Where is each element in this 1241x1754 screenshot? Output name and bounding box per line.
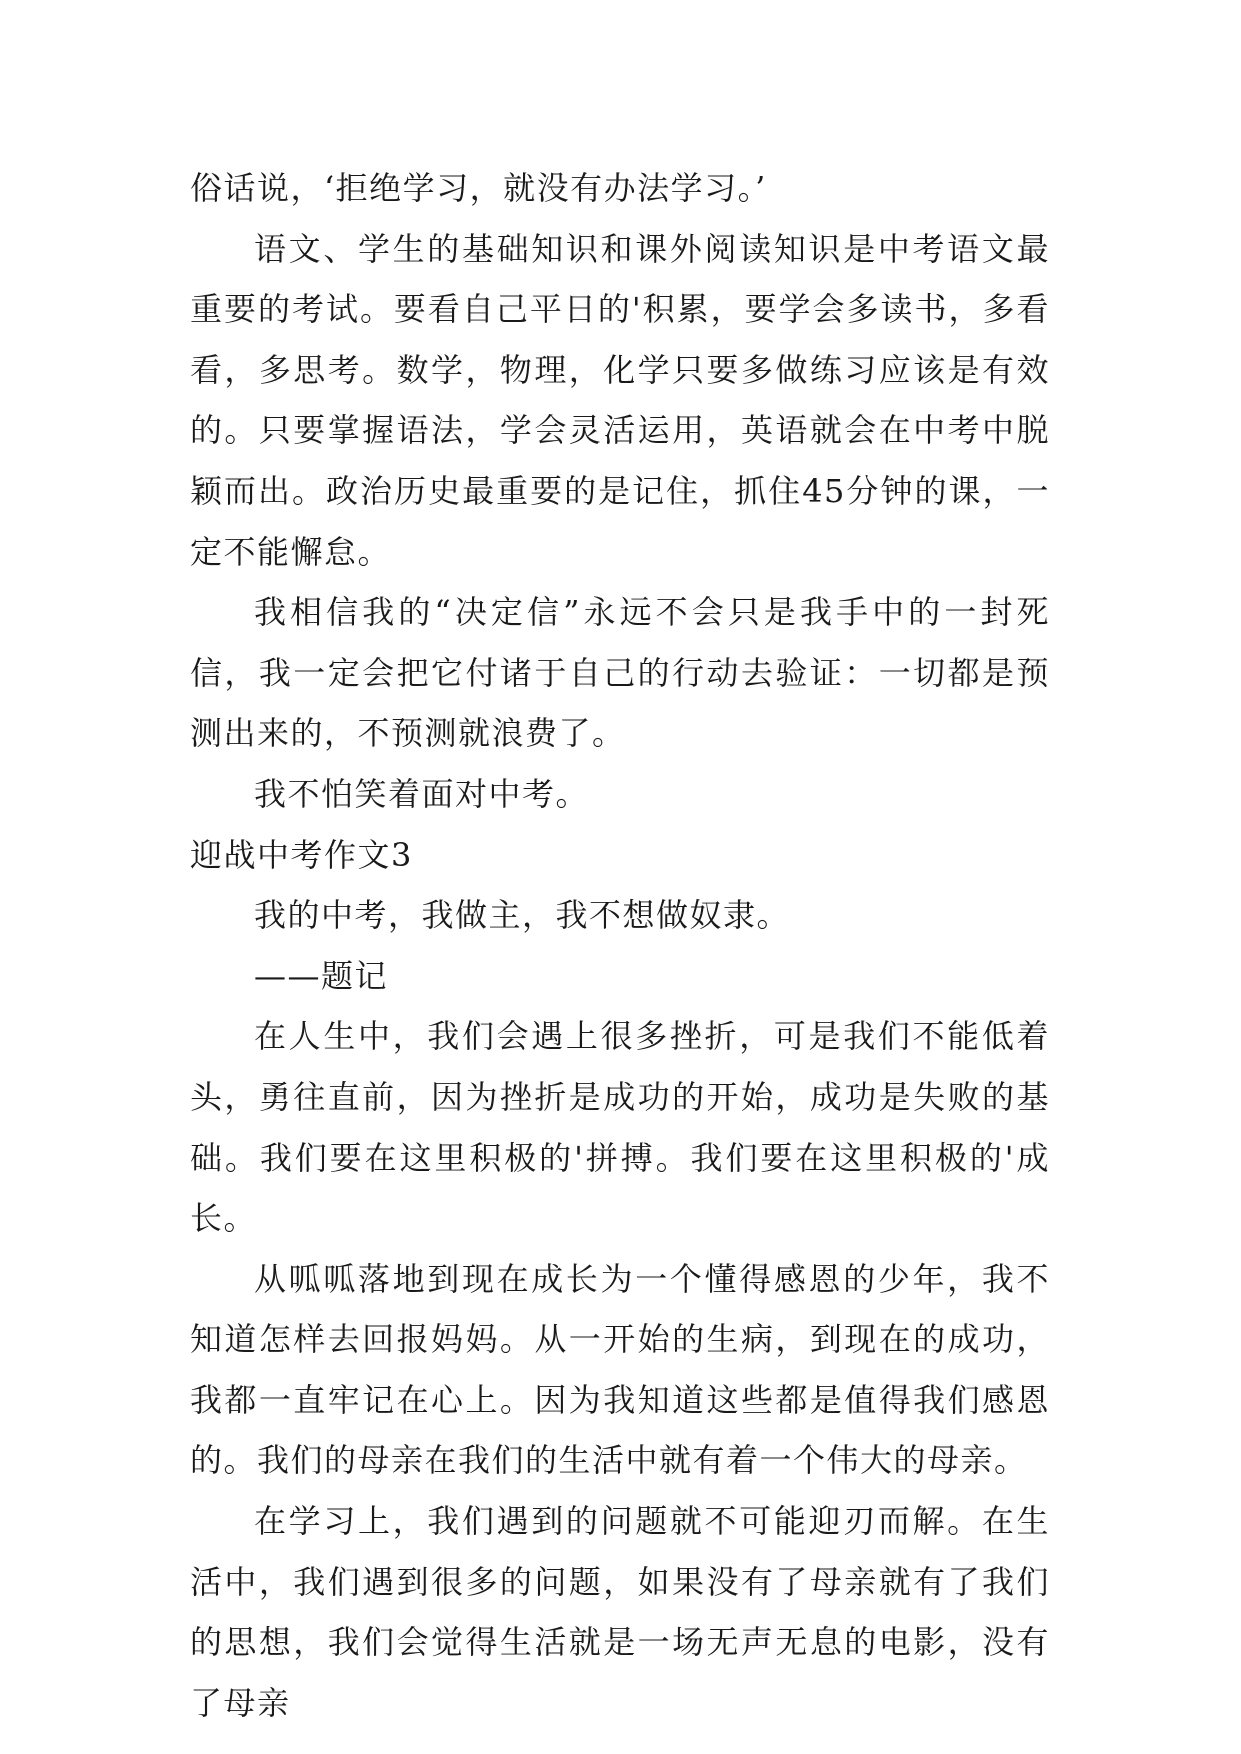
paragraph-epigraph: 我的中考，我做主，我不想做奴隶。 (254, 896, 791, 935)
paragraph-decision-letter: 我相信我的“决定信”永远不会只是我手中的一封死信，我一定会把它付诸于自己的行动去验证：一切都是预测出来的，不预测就浪费了。 (190, 593, 1050, 753)
paragraph-setbacks: 在人生中，我们会遇上很多挫折，可是我们不能低着头，勇往直前，因为挫折是成功的开始，成功是失败的基础。我们要在这里积极的'拼搏。我们要在这里积极的'成长。 (190, 1017, 1050, 1238)
paragraph-study-advice: 语文、学生的基础知识和课外阅读知识是中考语文最重要的考试。要看自己平日的'积累，要学会多读书，多看看，多思考。数学，物理，化学只要多做练习应该是有效的。只要掌握语法，学会灵活运用，英语就会在中考中脱颖而出。政治历史最重要的是记住，抓住45分钟的课，一定不能懈怠。 (190, 229, 1050, 571)
essay-heading: 迎战中考作文3 (190, 835, 413, 874)
paragraph-not-afraid: 我不怕笑着面对中考。 (254, 774, 590, 813)
paragraph-epigraph-attribution: ——题记 (254, 956, 389, 995)
paragraph-proverb: 俗话说，‘拒绝学习，就没有办法学习。’ (190, 169, 767, 207)
paragraph-gratitude: 从呱呱落地到现在成长为一个懂得感恩的少年，我不知道怎样去回报妈妈。从一开始的生病，到现在的成功，我都一直牢记在心上。因为我知道这些都是值得我们感恩的。我们的母亲在我们的生活中就有着一个伟大的母亲。 (190, 1259, 1050, 1480)
paragraph-learning: 在学习上，我们遇到的问题就不可能迎刃而解。在生活中，我们遇到很多的问题，如果没有了母亲就有了我们的思想，我们会觉得生活就是一场无声无息的电影，没有了母亲 (190, 1502, 1050, 1722)
document-body (190, 158, 1050, 1733)
